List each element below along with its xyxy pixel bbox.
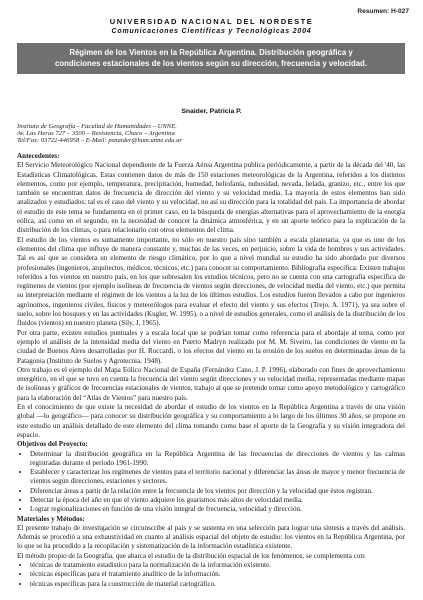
affiliation-address: Av. Las Heras 727 – 3500 – Resistencia, Chaco – Argentina — [17, 130, 175, 138]
author-name: Snaider, Patricia P. — [181, 108, 242, 115]
paragraph: Por otra parte, existen estudios puntuales y a escala local que se podrían tomar como referencia para el abordaje al tema, como por ejemplo el análisis de la intensidad media del viento en Puerto Madryn realizado por M. M. Siveiro, las condiciones de viento en la ciudad de Buenos Aires desarrolladas por H. Roccardi, o los efectos del viento en la erosión de los suelos en determinadas áreas de la Patagonia (Instituto de Suelos y Agrotecnia, 1948). — [17, 328, 405, 365]
list-item: • Diferenciar áreas a partir de la relación entre la frecuencia de los vientos por dirección y la velocidad que éstos registran. — [30, 487, 405, 496]
list-item: • Determinar la distribución geográfica en la República Argentina de las frecuencias de direcciones de vientos y las calmas registradas durante el período 1961-1990. — [30, 450, 405, 469]
paragraph: En el conocimiento de que existe la necesidad de abordar el estudio de los vientos en la República Argentina a través de una visión global —lo geográfico— para conocer su distribución geográfica y su comportamiento a lo largo de los últimos 30 años, se propone en este estudio un análisis detallado de este elemento del clima tomando como base el aporte de la Geografía y su visión integradora del espacio. — [17, 403, 405, 439]
paragraph: Otro trabajo es el ejemplo del Mapa Eólico Nacional de España (Fernández Cano, J. P. 1996), elaborado con fines de aprovechamiento energético, en el que se tuvo en cuenta la frecuencia del viento según direcciones y su velocidad media, representadas mediante mapas de isolíneas y gráficos de frecuencias estacionales de vientos, trabajo al que se pretende tomar como apoyo metodológico y cartográfico para la elaboración del “Atlas de Vientos” para nuestro país. — [17, 365, 405, 402]
affiliation-institute: Instituto de Geografía - Facultad de Humanidades – UNNE. — [17, 123, 177, 130]
affiliation-contact: Tel/Fax: 03722-446958 – E-Mail: psnaider@hum.unne.edu.ar — [17, 137, 182, 145]
list-item: • técnicas específicas para el tratamiento analítico de la información. — [30, 570, 405, 579]
paragraph: El estudio de los vientos es sumamente importante, no sólo en nuestro país sino también a escala planetaria, ya que es uno de los elementos del clima que influye de manera constante y, muchas de las veces, en perjuicio, sobre la vida de hombres y sus actividades. Tal es así que se considera un elemento de riesgo climático, por lo que a nivel mundial su estudio ha sido abordado por diversos profesionales (ingenieros, arquitectos, médicos, técnicos, etc.) para conocer su comportamiento. Bibliografía específica: Existen trabajos referidos a los vientos en nuestro país, en los que sobresalen los estudios técnicos, pero no se cuenta con una cartografía específica de regímenes de vientos (por ejemplo isolíneas de frecuencia de vientos según direcciones, de velocidad media del viento, etc.) que permita su interpretación mediante el régimen de los vientos a la luz de los últimos estudios. Los estudios fueron llevados a cabo por ingenieros agrónomos, ingenieros civiles, físicos y meteorólogos para evaluar el efecto del viento y sus efectos (Trejo, A. 1971), ya sea sobre el suelo, sobre los bosques y en las actividades (Kugler, W. 1995), o a nivel de estudios generales, como el análisis de la distribución de los fluidos (vientos) en nuestro planeta (Sily, J. 1965). — [17, 235, 405, 328]
paragraph: El método propio de la Geografía, que abarca el estudio de la distribución espacial de los fenómenos, se complementa con: — [17, 551, 366, 560]
objectives-list — [17, 450, 405, 515]
list-item: • Detectar la época del año en que el viento adquiere los guarismos más altos de velocidad media. — [30, 496, 405, 505]
section-heading-materiales: Materiales y Métodos: — [17, 514, 85, 523]
publication-name: Comunicaciones Científicas y Tecnológicas 2004 — [111, 28, 312, 35]
section-heading-antecedentes: Antecedentes: — [17, 152, 60, 160]
affiliation — [17, 123, 405, 145]
paragraph: El Servicio Meteorológico Nacional dependiente de la Fuerza Aérea Argentina publica periódicamente, a partir de la década del '40, las Estadísticas Climatológicas. Estas contienen datos de más de 150 estaciones meteorológicas de la Argentina, referidos a los distintos elementos, como por ejemplo, temperatura, precipitación, humedad, heliofanía, nubosidad, nevada, helada, granizo, etc., entre los que también se encuentran datos de frecuencia de dirección del viento y su velocidad media. La mayoría de estos elementos han sido analizados y estudiados; tal es el caso del viento y su velocidad, no así su dirección para la totalidad del país. La importancia de abordar el estudio de este tema se fundamenta en el primer caso, en la búsqueda de energías alternativas para el aprovechamiento de la energía eólica, así como en el segundo, en la necesidad de conocer la dinámica atmosférica, y en un aporte teórico para la explicación de la distribución de los climas, o para relacionarlo con otros elementos del clima. — [17, 161, 405, 235]
section-heading-objetivos: Objetivos del Proyecto: — [17, 440, 88, 449]
list-item: • técnicas específicas para la construcción de material cartográfico. — [30, 580, 405, 589]
abstract-code: Resumen: H-027 — [357, 8, 409, 15]
title-line: Régimen de los Vientos en la República Argentina. Distribución geográfica y — [69, 48, 353, 57]
title-box — [17, 43, 405, 74]
paragraph: El presente trabajo de investigación se circunscribe al país y se sustenta en una selección para lograr una síntesis a través del análisis. Además se procedió a una exhaustividad en cuanto al análisis espacial del objeto de estudio: los vientos en la República Argentina, por lo que se ha procedido a la recopilación y sistematización de la información estadística existente. — [17, 523, 405, 551]
list-item: • Lograr regionalizaciones en función de una visión integral de frecuencia, velocidad y dirección. — [30, 505, 405, 514]
title-line: condiciones estacionales de los vientos según su dirección, frecuencia y velocidad. — [55, 58, 367, 68]
abstract-body — [17, 152, 405, 589]
university-name: UNIVERSIDAD NACIONAL DEL NORDESTE — [109, 17, 314, 26]
list-item: • técnicas de tratamiento estadístico para la normalización de la información existente. — [30, 561, 405, 570]
methods-list — [17, 561, 405, 589]
list-item: • Establecer y caracterizar los regímenes de vientos para el territorio nacional y diferenciar las áreas de mayor y menor frecuencia de vientos según direcciones, estaciones y sectores. — [30, 468, 405, 487]
